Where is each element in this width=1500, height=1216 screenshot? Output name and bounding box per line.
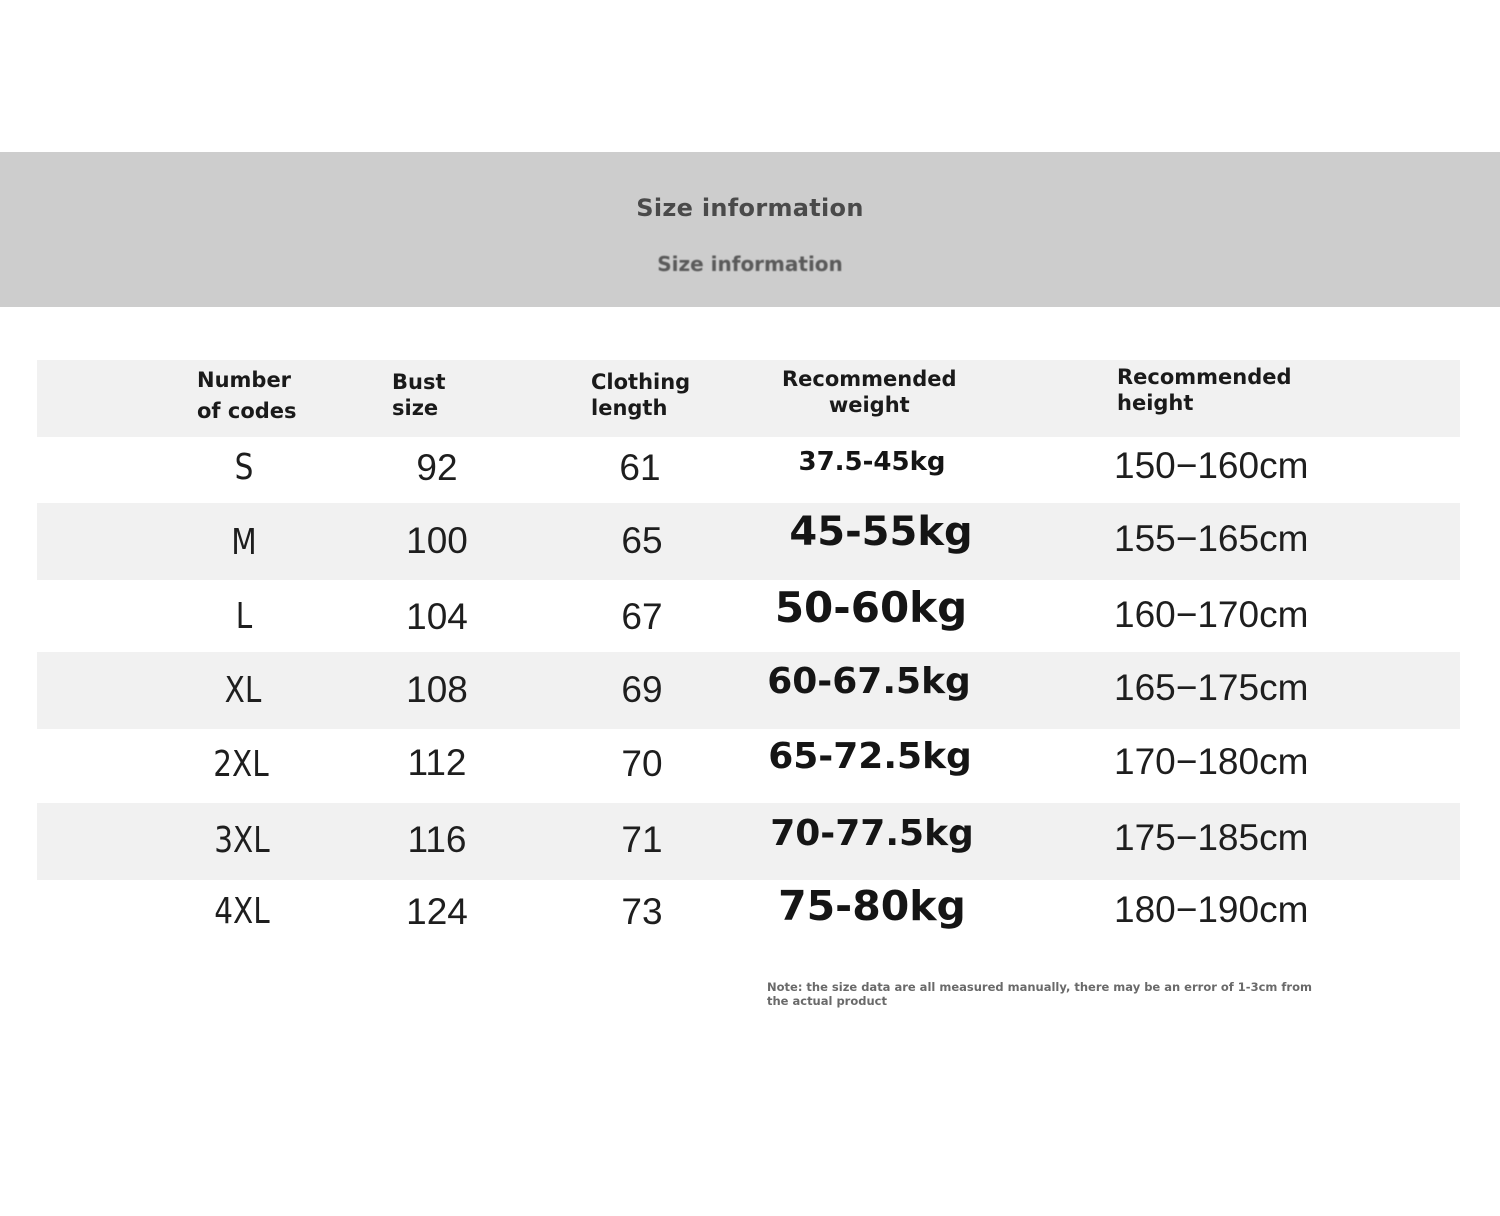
header-size-line1: Number	[197, 368, 292, 392]
weight-cell: 75-80kg	[778, 882, 966, 930]
title-banner	[0, 152, 1500, 307]
height-cell: 165−175cm	[1114, 667, 1309, 708]
table-row	[37, 503, 1460, 580]
table-row	[37, 437, 1460, 503]
header-weight-line2: weight	[828, 393, 910, 417]
table-header-row	[37, 360, 1460, 437]
bust-cell: 116	[407, 819, 467, 860]
length-cell: 61	[619, 447, 661, 488]
size-cell: 4XL	[214, 891, 270, 932]
header-size-line2: of codes	[197, 399, 297, 423]
header-bust	[392, 369, 446, 421]
header-weight	[782, 366, 957, 418]
length-cell: 71	[621, 819, 663, 860]
weight-cell: 37.5-45kg	[798, 447, 946, 477]
header-height-line2: height	[1117, 391, 1194, 415]
height-cell: 170−180cm	[1114, 741, 1309, 782]
length-cell: 70	[621, 743, 663, 784]
weight-cell: 70-77.5kg	[770, 813, 974, 854]
measurement-note: Note: the size data are all measured manually, there may be an error of 1-3cm from the actual product	[767, 980, 1312, 1008]
weight-cell: 60-67.5kg	[767, 661, 971, 702]
weight-cell: 50-60kg	[774, 583, 968, 632]
weight-cell: 65-72.5kg	[768, 736, 972, 777]
bust-cell: 108	[406, 669, 468, 710]
header-length-line2: length	[591, 396, 668, 420]
bust-cell: 124	[406, 891, 468, 932]
height-cell: 175−185cm	[1114, 817, 1309, 858]
banner-title: Size information	[636, 194, 864, 222]
size-cell: 3XL	[214, 820, 270, 861]
table-row	[37, 652, 1460, 729]
header-size	[197, 367, 297, 424]
length-cell: 73	[621, 891, 663, 932]
weight-cell: 45-55kg	[789, 509, 973, 555]
height-cell: 155−165cm	[1114, 518, 1309, 559]
banner-subtitle: Size information	[657, 252, 843, 276]
bust-cell: 104	[406, 596, 468, 637]
header-bust-line2: size	[392, 396, 439, 420]
table-row	[37, 729, 1460, 803]
bust-cell: 100	[406, 520, 468, 561]
table-row	[37, 880, 1460, 950]
header-length	[591, 369, 690, 421]
header-weight-line1: Recommended	[782, 367, 957, 391]
length-cell: 65	[621, 520, 663, 561]
height-cell: 150−160cm	[1114, 445, 1309, 486]
height-cell: 160−170cm	[1114, 594, 1309, 635]
length-cell: 69	[621, 669, 663, 710]
height-cell: 180−190cm	[1114, 889, 1309, 930]
size-cell: XL	[224, 670, 262, 711]
bust-cell: 92	[416, 447, 458, 488]
header-height	[1117, 364, 1292, 416]
length-cell: 67	[621, 596, 663, 637]
header-height-line1: Recommended	[1117, 365, 1292, 389]
size-cell: S	[234, 447, 254, 488]
size-cell: 2XL	[213, 744, 269, 785]
table-row	[37, 803, 1460, 880]
size-cell: L	[235, 596, 253, 637]
header-length-line1: Clothing	[591, 370, 691, 394]
size-cell: M	[231, 522, 257, 563]
bust-cell: 112	[407, 742, 467, 783]
header-bust-line1: Bust	[392, 370, 446, 394]
table-row	[37, 580, 1460, 652]
